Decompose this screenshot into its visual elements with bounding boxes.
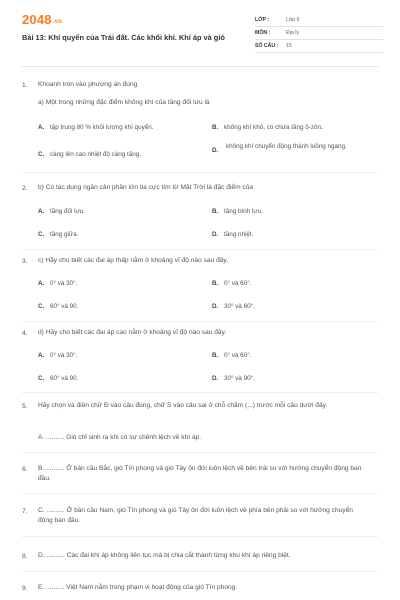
question-number: 7. (22, 508, 28, 515)
option-d[interactable]: D. 30° và 90°. (212, 375, 255, 382)
question-divider (22, 172, 378, 173)
true-false-statement: D. .......... Các đai khí áp không liên tục mà bị chia cắt thành từng khu khí áp riêng biệt. (38, 552, 291, 559)
meta-value: Lớp 6 (286, 17, 300, 23)
header-divider (22, 66, 378, 67)
question-divider (22, 536, 378, 537)
option-d[interactable]: D. tầng nhiệt. (212, 231, 254, 238)
meta-value: 15 (286, 43, 292, 49)
question-divider (22, 392, 378, 393)
option-b[interactable]: B. 0° và 60°. (212, 352, 252, 359)
meta-row-count (255, 42, 383, 53)
question-number: 2. (22, 185, 28, 192)
site-logo[interactable]: 2048.vn (22, 12, 63, 27)
option-a[interactable]: A. 0° và 30°. (38, 352, 78, 359)
option-b[interactable]: B. không khí khô, có chứa tầng ô-zôn. (212, 124, 323, 131)
option-c[interactable]: C. 60° và 90. (38, 303, 79, 310)
question-divider (22, 571, 378, 572)
question-divider (22, 249, 378, 250)
question-prompt: d) Hãy cho biết các đai áp cao nằm ở khoảng vĩ độ nào sau đây. (38, 329, 227, 336)
question-divider (22, 321, 378, 322)
question-divider (22, 452, 378, 453)
true-false-statement: C. .......... Ở bán cầu Nam, gió Tín phong và gió Tây ôn đới luôn lệch về phía bên phải so với hướng chuyển động ban đầu. (38, 507, 353, 524)
question-prompt: c) Hãy cho biết các đai áp thấp nằm ở khoảng vĩ độ nào sau đây. (38, 257, 229, 264)
true-false-statement: A. .......... Gió chỉ sinh ra khi có sự chênh lệch về khí áp. (38, 434, 202, 441)
true-false-statement: B. .......... Ở bán cầu Bắc, gió Tín phong và gió Tây ôn đới luôn lệch về bên trái so với hướng chuyển động ban đầu. (38, 465, 362, 482)
question-number: 3. (22, 258, 28, 265)
question-number: 5. (22, 403, 28, 410)
meta-row-class (255, 16, 383, 27)
option-c[interactable]: C. 60° và 90. (38, 375, 79, 382)
meta-value: Địa lý (286, 30, 299, 36)
question-number: 4. (22, 330, 28, 337)
option-d[interactable]: D. không khí chuyển động thành luồng ngang. (212, 143, 347, 154)
option-c[interactable]: C. tầng giữa. (38, 231, 79, 238)
question-number: 1. (22, 82, 28, 89)
option-d[interactable]: D. 30° và 60°. (212, 303, 255, 310)
page-header (0, 0, 400, 62)
option-b[interactable]: B. tầng bình lưu. (212, 208, 263, 215)
meta-label: MÔN : (255, 30, 271, 36)
page-title: Bài 13: Khí quyển của Trái đất. Các khối khí. Khí áp và gió (22, 33, 225, 42)
meta-label: LỚP : (255, 17, 270, 23)
option-b[interactable]: B. 0° và 60°. (212, 280, 252, 287)
question-prompt: Khoanh tròn vào phương án đúng (38, 81, 138, 88)
question-number: 9. (22, 585, 28, 592)
option-a[interactable]: A. tập trung 80 % khối lượng khí quyển. (38, 124, 154, 131)
option-c[interactable]: C. càng lên cao nhiệt độ càng tăng. (38, 151, 142, 158)
question-number: 8. (22, 553, 28, 560)
option-a[interactable]: A. 0° và 30°. (38, 280, 78, 287)
meta-label: SỐ CÂU : (255, 43, 279, 49)
option-a[interactable]: A. tầng đối lưu. (38, 208, 86, 215)
question-sub-prompt: a) Một trong những đặc điểm không khí của tầng đối lưu là (38, 99, 210, 106)
meta-row-subject (255, 29, 383, 40)
true-false-statement: E. .......... Việt Nam nằm trong phạm vi hoạt động của gió Tín phong. (38, 584, 238, 591)
question-prompt: b) Có tác dụng ngăn cản phần lớn tia cực tím từ Mặt Trời là đặc điểm của (38, 184, 254, 191)
question-divider (22, 493, 378, 494)
question-number: 6. (22, 466, 28, 473)
question-prompt: Hãy chọn và điền chữ Đ vào câu đúng, chữ S vào câu sai ở chỗ chấm (...) trước mỗi câu dưới đây. (38, 402, 328, 409)
